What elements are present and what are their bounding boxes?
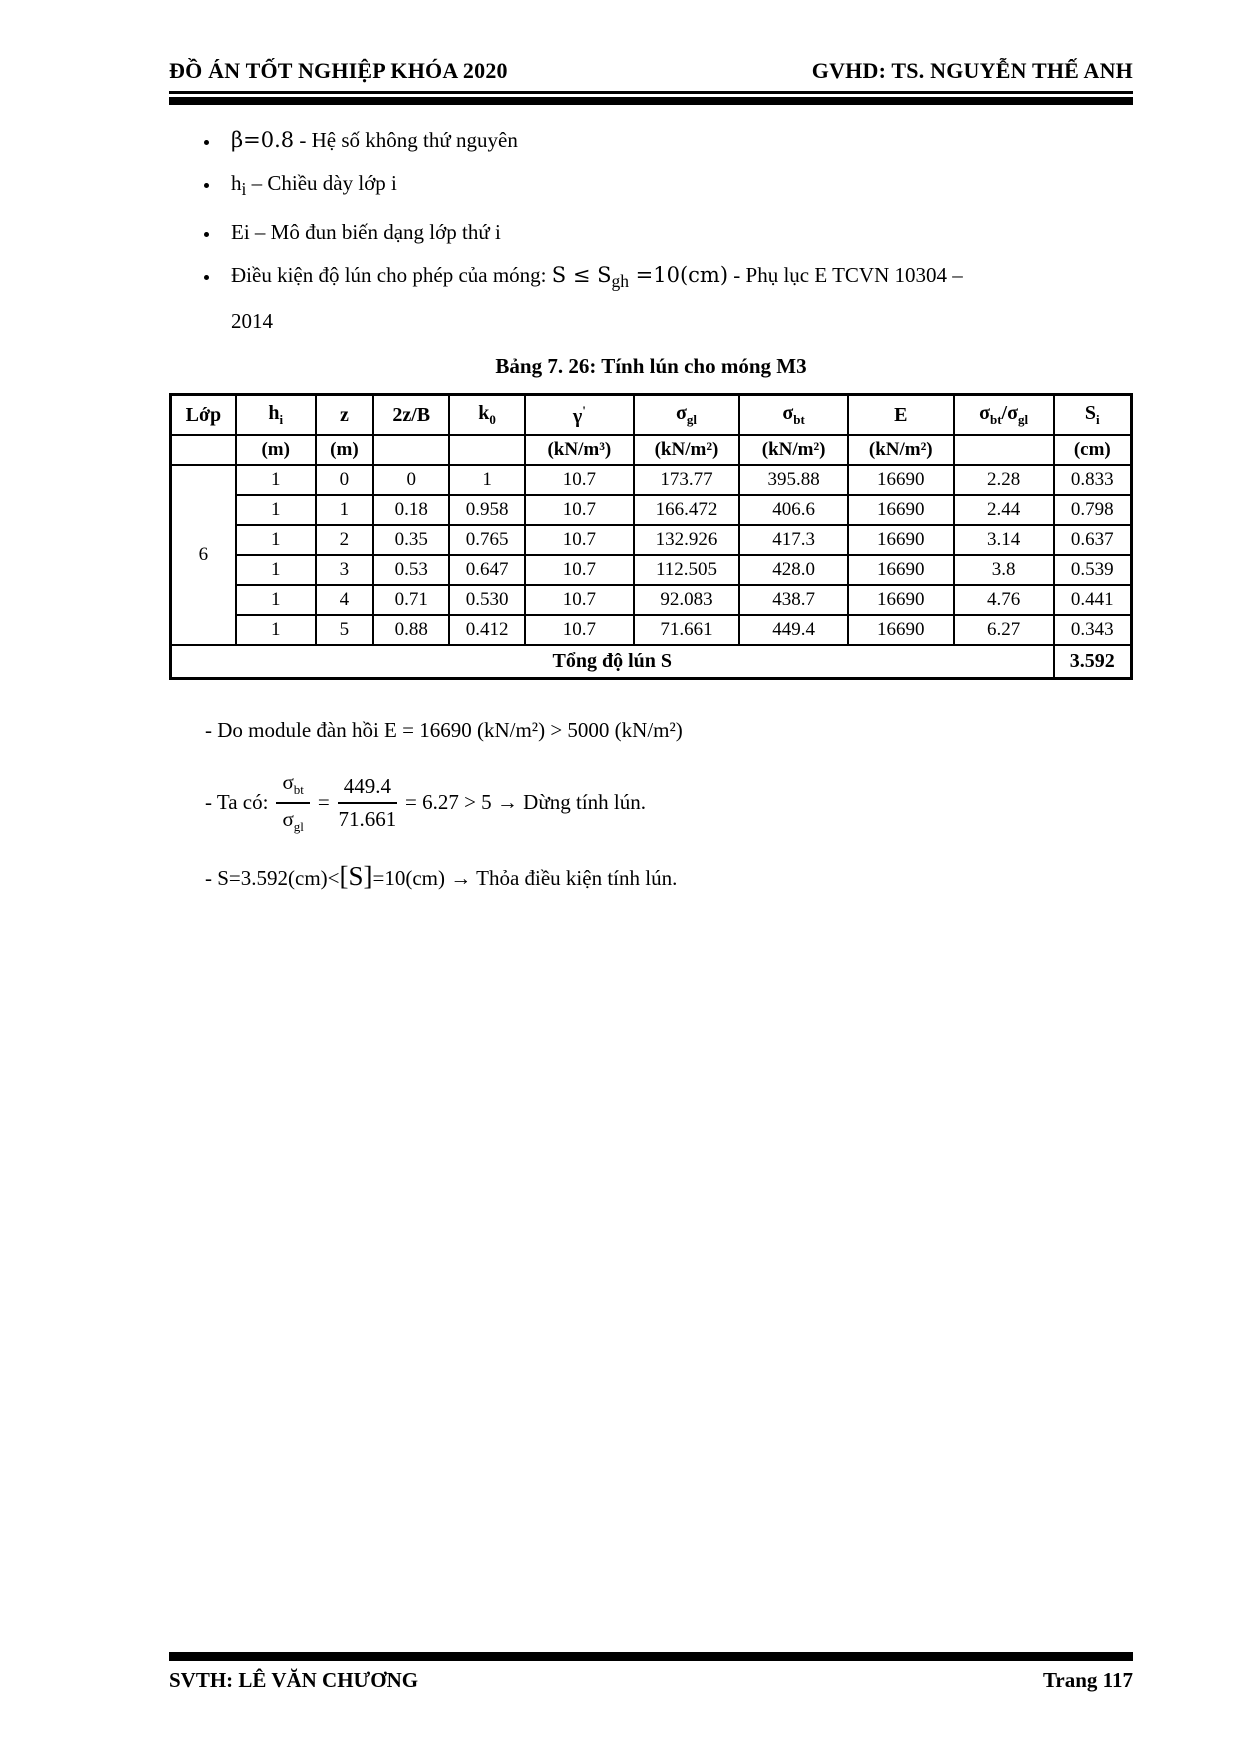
page-footer	[169, 1652, 1133, 1693]
value-fraction	[338, 773, 397, 830]
table-cell: 16690	[848, 495, 954, 525]
table-cell: 0.958	[449, 495, 525, 525]
ei-desc: Ei – Mô đun biến dạng lớp thứ i	[231, 220, 501, 245]
sigma-fraction	[276, 769, 309, 834]
hi-sub: i	[241, 179, 247, 200]
table-cell: 3	[316, 555, 374, 585]
unit-cell: (kN/m²)	[634, 435, 740, 465]
table-cell: 0.35	[373, 525, 449, 555]
notes-section	[205, 718, 1133, 891]
unit-cell: (kN/m²)	[848, 435, 954, 465]
table-row	[171, 585, 1132, 615]
table-cell: 16690	[848, 615, 954, 645]
table-cell: 0.343	[1054, 615, 1132, 645]
table-cell: 2.44	[954, 495, 1054, 525]
table-cell: 0	[373, 465, 449, 495]
condition-ref-year: 2014	[231, 309, 273, 334]
condition-text: Điều kiện độ lún cho phép của móng:	[231, 263, 552, 288]
table-cell: 0.637	[1054, 525, 1132, 555]
table-cell: 395.88	[739, 465, 848, 495]
table-cell: 2	[316, 525, 374, 555]
table-cell: 166.472	[634, 495, 740, 525]
unit-cell: (kN/m³)	[525, 435, 634, 465]
table-cell: 1	[236, 615, 316, 645]
sigma-gl: $\sigma_{gl}$	[282, 806, 304, 834]
table-cell: 3.14	[954, 525, 1054, 555]
footer-page-number: Trang 117	[1042, 1668, 1133, 1692]
table-cell: 16690	[848, 465, 954, 495]
column-header: z	[316, 395, 374, 436]
total-value-cell: 3.592	[1054, 645, 1132, 679]
table-cell: 0.412	[449, 615, 525, 645]
column-header: $\sigma_{bt}$	[739, 395, 848, 436]
unit-cell	[171, 435, 236, 465]
table-row	[171, 615, 1132, 645]
table-row	[171, 525, 1132, 555]
total-label-cell: Tổng độ lún S	[171, 645, 1054, 679]
table-cell: 112.505	[634, 555, 740, 585]
bullet-item-hi	[221, 168, 1133, 204]
unit-cell	[954, 435, 1054, 465]
unit-cell: (m)	[236, 435, 316, 465]
unit-cell: (kN/m²)	[739, 435, 848, 465]
table-cell: 0.647	[449, 555, 525, 585]
bullet-item-ei	[221, 217, 1133, 247]
table-row	[171, 555, 1132, 585]
layer-number-cell: 6	[171, 465, 236, 645]
column-header: Lớp	[171, 395, 236, 436]
hi-base: h	[231, 171, 242, 195]
table-cell: 1	[236, 585, 316, 615]
note-modulus: - Do module đàn hồi E = 16690 (kN/m²) > 5000 (kN/m²)	[205, 718, 683, 743]
table-cell: 10.7	[525, 585, 634, 615]
column-header: $\sigma_{bt}/\sigma_{gl}$	[954, 395, 1054, 436]
beta-desc: - Hệ số không thứ nguyên	[294, 128, 518, 152]
table-cell: 16690	[848, 585, 954, 615]
conclusion-post: =10(cm) → Thỏa điều kiện tính lún.	[372, 865, 678, 890]
table-cell: 0.18	[373, 495, 449, 525]
column-header: E	[848, 395, 954, 436]
hi-desc: – Chiều dày lớp i	[246, 171, 397, 195]
column-header: $h_i$	[236, 395, 316, 436]
table-cell: 1	[236, 525, 316, 555]
conclusion-pre: - S=3.592(cm)<	[205, 865, 340, 890]
column-header: $k_0$	[449, 395, 525, 436]
table-cell: 0.833	[1054, 465, 1132, 495]
condition-ref: - Phụ lục E TCVN 10304 –	[728, 263, 963, 288]
table-cell: 1	[316, 495, 374, 525]
settlement-table	[169, 393, 1133, 680]
column-header: 2z/B	[373, 395, 449, 436]
table-cell: 0.765	[449, 525, 525, 555]
ratio-result: = 6.27 > 5 → Dừng tính lún.	[405, 789, 646, 814]
bullet-item-beta	[221, 125, 1133, 155]
table-cell: 1	[236, 495, 316, 525]
header-left-title: ĐỒ ÁN TỐT NGHIỆP KHÓA 2020	[169, 58, 508, 83]
ratio-prefix: - Ta có:	[205, 789, 269, 814]
table-units-row	[171, 435, 1132, 465]
table-cell: 0.539	[1054, 555, 1132, 585]
header-rule-thick	[169, 97, 1133, 105]
table-cell: 4.76	[954, 585, 1054, 615]
table-cell: 10.7	[525, 525, 634, 555]
table-cell: 0.530	[449, 585, 525, 615]
table-cell: 10.7	[525, 465, 634, 495]
note-conclusion	[205, 861, 1133, 892]
table-cell: 92.083	[634, 585, 740, 615]
sigma-bt: $\sigma_{bt}$	[276, 769, 309, 803]
table-cell: 2.28	[954, 465, 1054, 495]
fraction-numerator: 449.4	[338, 773, 397, 803]
table-cell: 71.661	[634, 615, 740, 645]
table-cell: 132.926	[634, 525, 740, 555]
column-header: $\sigma_{gl}$	[634, 395, 740, 436]
table-cell: 0.53	[373, 555, 449, 585]
table-cell: 173.77	[634, 465, 740, 495]
unit-cell	[449, 435, 525, 465]
table-cell: 428.0	[739, 555, 848, 585]
table-cell: 10.7	[525, 615, 634, 645]
table-cell: 4	[316, 585, 374, 615]
header-right-title: GVHD: TS. NGUYỄN THẾ ANH	[811, 58, 1133, 83]
table-cell: 0.88	[373, 615, 449, 645]
fraction-denominator: 71.661	[338, 806, 397, 831]
table-cell: 417.3	[739, 525, 848, 555]
table-cell: 10.7	[525, 555, 634, 585]
table-cell: 406.6	[739, 495, 848, 525]
table-cell: 16690	[848, 525, 954, 555]
table-cell: 6.27	[954, 615, 1054, 645]
page-content	[169, 0, 1133, 892]
table-cell: 3.8	[954, 555, 1054, 585]
bullet-item-settlement-condition	[221, 260, 1133, 336]
beta-value: β=0.8	[231, 128, 295, 152]
page-header	[169, 58, 1133, 105]
table-cell: 0	[316, 465, 374, 495]
condition-sub: gh	[611, 271, 629, 292]
column-header: $S_i$	[1054, 395, 1132, 436]
table-cell: 0.71	[373, 585, 449, 615]
table-cell: 1	[236, 465, 316, 495]
note-ratio	[205, 769, 1133, 834]
condition-formula-end: =10(cm)	[628, 263, 729, 288]
unit-cell	[373, 435, 449, 465]
table-body	[171, 465, 1132, 645]
table-header-row	[171, 395, 1132, 436]
table-cell: 1	[236, 555, 316, 585]
table-cell: 1	[449, 465, 525, 495]
equals-sign: =	[317, 789, 330, 814]
column-header: γ'	[525, 395, 634, 436]
table-cell: 0.441	[1054, 585, 1132, 615]
table-row	[171, 495, 1132, 525]
table-cell: 0.798	[1054, 495, 1132, 525]
table-cell: 438.7	[739, 585, 848, 615]
table-cell: 10.7	[525, 495, 634, 525]
unit-cell: (cm)	[1054, 435, 1132, 465]
table-row	[171, 465, 1132, 495]
table-cell: 16690	[848, 555, 954, 585]
unit-cell: (m)	[316, 435, 374, 465]
table-cell: 449.4	[739, 615, 848, 645]
table-title: Bảng 7. 26: Tính lún cho móng M3	[495, 354, 807, 379]
bracket-s: [S]	[339, 860, 373, 891]
condition-formula: S ≤ S	[551, 263, 612, 288]
table-cell: 5	[316, 615, 374, 645]
footer-author: SVTH: LÊ VĂN CHƯƠNG	[169, 1668, 419, 1692]
table-total-row	[171, 645, 1132, 679]
footer-rule	[169, 1652, 1133, 1661]
bullet-list	[169, 125, 1133, 336]
